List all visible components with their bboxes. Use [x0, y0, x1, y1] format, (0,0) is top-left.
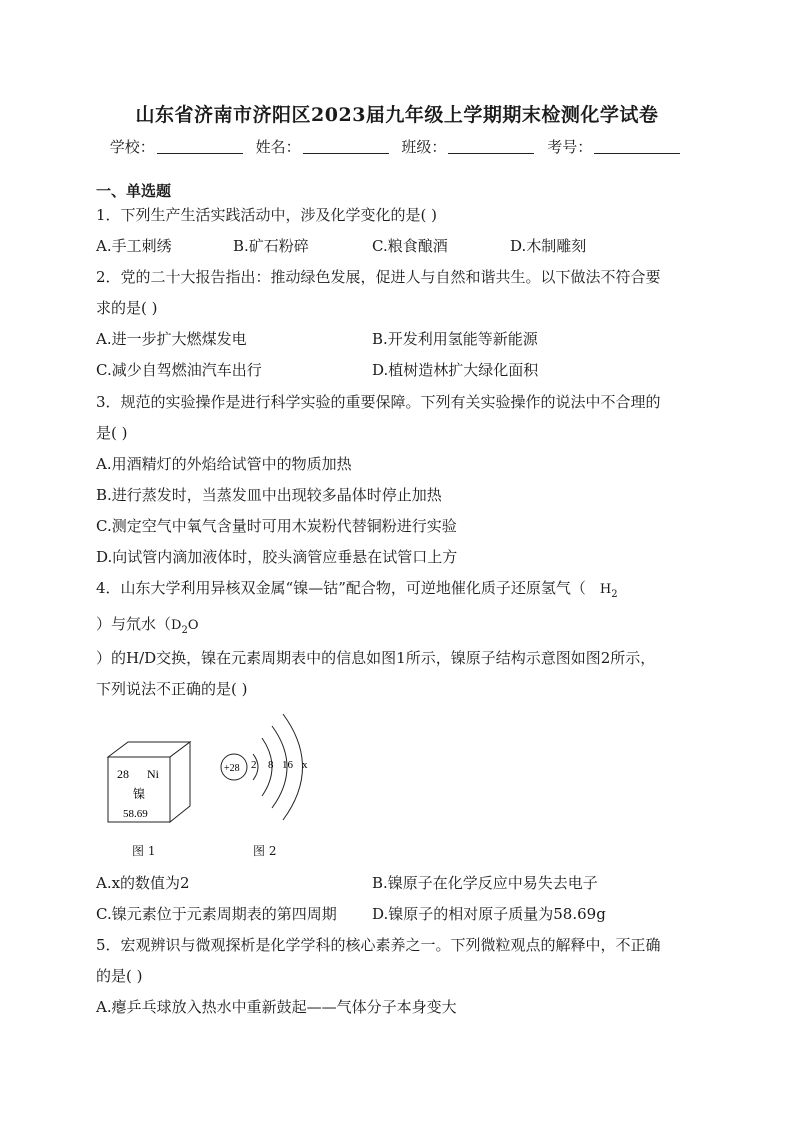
name-label: 姓名：: [255, 138, 301, 156]
nucleus-charge: +28: [224, 763, 240, 774]
figure-2-caption: 图 2: [253, 844, 277, 858]
q4-option-d: D.镍原子的相对原子质量为58.69g: [372, 905, 606, 923]
q5-stem-1: 5．宏观辨识与微观探析是化学学科的核心素养之一。下列微粒观点的解释中，不正确: [96, 936, 661, 954]
element-symbol: Ni: [147, 767, 159, 781]
q5-option-a: A.瘪乒乓球放入热水中重新鼓起——气体分子本身变大: [96, 998, 457, 1016]
element-mass: 58.69: [123, 808, 148, 820]
class-label: 班级：: [401, 138, 447, 156]
q4-h2-symbol: H: [599, 582, 612, 597]
periodic-cell-figure: [108, 742, 190, 822]
school-label: 学校：: [109, 138, 155, 156]
q2-option-c: C.减少自驾燃油汽车出行: [96, 361, 262, 379]
q2-option-b: B.开发利用氢能等新能源: [372, 330, 538, 348]
q1-option-a: A.手工刺绣: [96, 237, 172, 255]
q1-option-d: D.木制雕刻: [510, 237, 587, 255]
q3-stem-1: 3．规范的实验操作是进行科学实验的重要保障。下列有关实验操作的说法中不合理的: [96, 393, 661, 411]
q3-option-b: B.进行蒸发时，当蒸发皿中出现较多晶体时停止加热: [96, 486, 442, 504]
figure-1-caption: 图 1: [132, 844, 156, 858]
q3-option-a: A.用酒精灯的外焰给试管中的物质加热: [96, 455, 352, 473]
q4-option-a: A.x的数值为2: [96, 874, 190, 892]
page-title: 山东省济南市济阳区2023届九年级上学期期末检测化学试卷: [135, 104, 659, 126]
q3-option-d: D.向试管内滴加液体时，胶头滴管应垂悬在试管口上方: [96, 548, 458, 566]
q2-option-d: D.植树造林扩大绿化面积: [372, 361, 539, 379]
q4-stem-1-text: 4．山东大学利用异核双金属“镍—钴”配合物，可逆地催化质子还原氢气（: [96, 579, 586, 597]
q4-option-b: B.镍原子在化学反应中易失去电子: [372, 874, 598, 892]
q1-option-c: C.粮食酿酒: [372, 237, 448, 255]
q4-option-c: C.镍元素位于元素周期表的第四周期: [96, 905, 337, 923]
q4-stem-3: ）的H/D交换，镍在元素周期表中的信息如图1所示，镍原子结构示意图如图2所示，: [96, 649, 656, 667]
section-heading: 一、单选题: [96, 182, 172, 200]
q1-stem: 1．下列生产生活实践活动中，涉及化学变化的是( ): [96, 206, 438, 224]
q4-d2o-o: O: [187, 618, 199, 633]
q4-d2o-subscript: 2: [181, 625, 188, 636]
q4-stem-2-text: ）与氘水（: [96, 615, 172, 633]
q2-stem-1: 2．党的二十大报告指出：推动绿色发展，促进人与自然和谐共生。以下做法不符合要: [96, 268, 661, 286]
shell-count-2: 8: [268, 759, 274, 771]
q4-h2-subscript: 2: [611, 589, 618, 600]
q1-option-b: B.矿石粉碎: [233, 237, 309, 255]
q2-option-a: A.进一步扩大燃煤发电: [96, 330, 247, 348]
q4-d2o-d: D: [171, 618, 182, 633]
q2-stem-2: 求的是( ): [96, 299, 158, 317]
atom-structure-figure: [221, 714, 308, 820]
q4-stem-4: 下列说法不正确的是( ): [96, 680, 248, 698]
q3-option-c: C.测定空气中氧气含量时可用木炭粉代替铜粉进行实验: [96, 517, 457, 535]
shell-count-4: x: [302, 759, 308, 771]
element-number: 28: [117, 767, 129, 781]
shell-count-1: 2: [251, 759, 257, 771]
q5-stem-2: 的是( ): [96, 967, 143, 985]
shell-count-3: 16: [282, 759, 293, 771]
q3-stem-2: 是( ): [96, 424, 128, 442]
element-name: 镍: [133, 787, 146, 801]
exam-no-label: 考号：: [547, 138, 593, 156]
